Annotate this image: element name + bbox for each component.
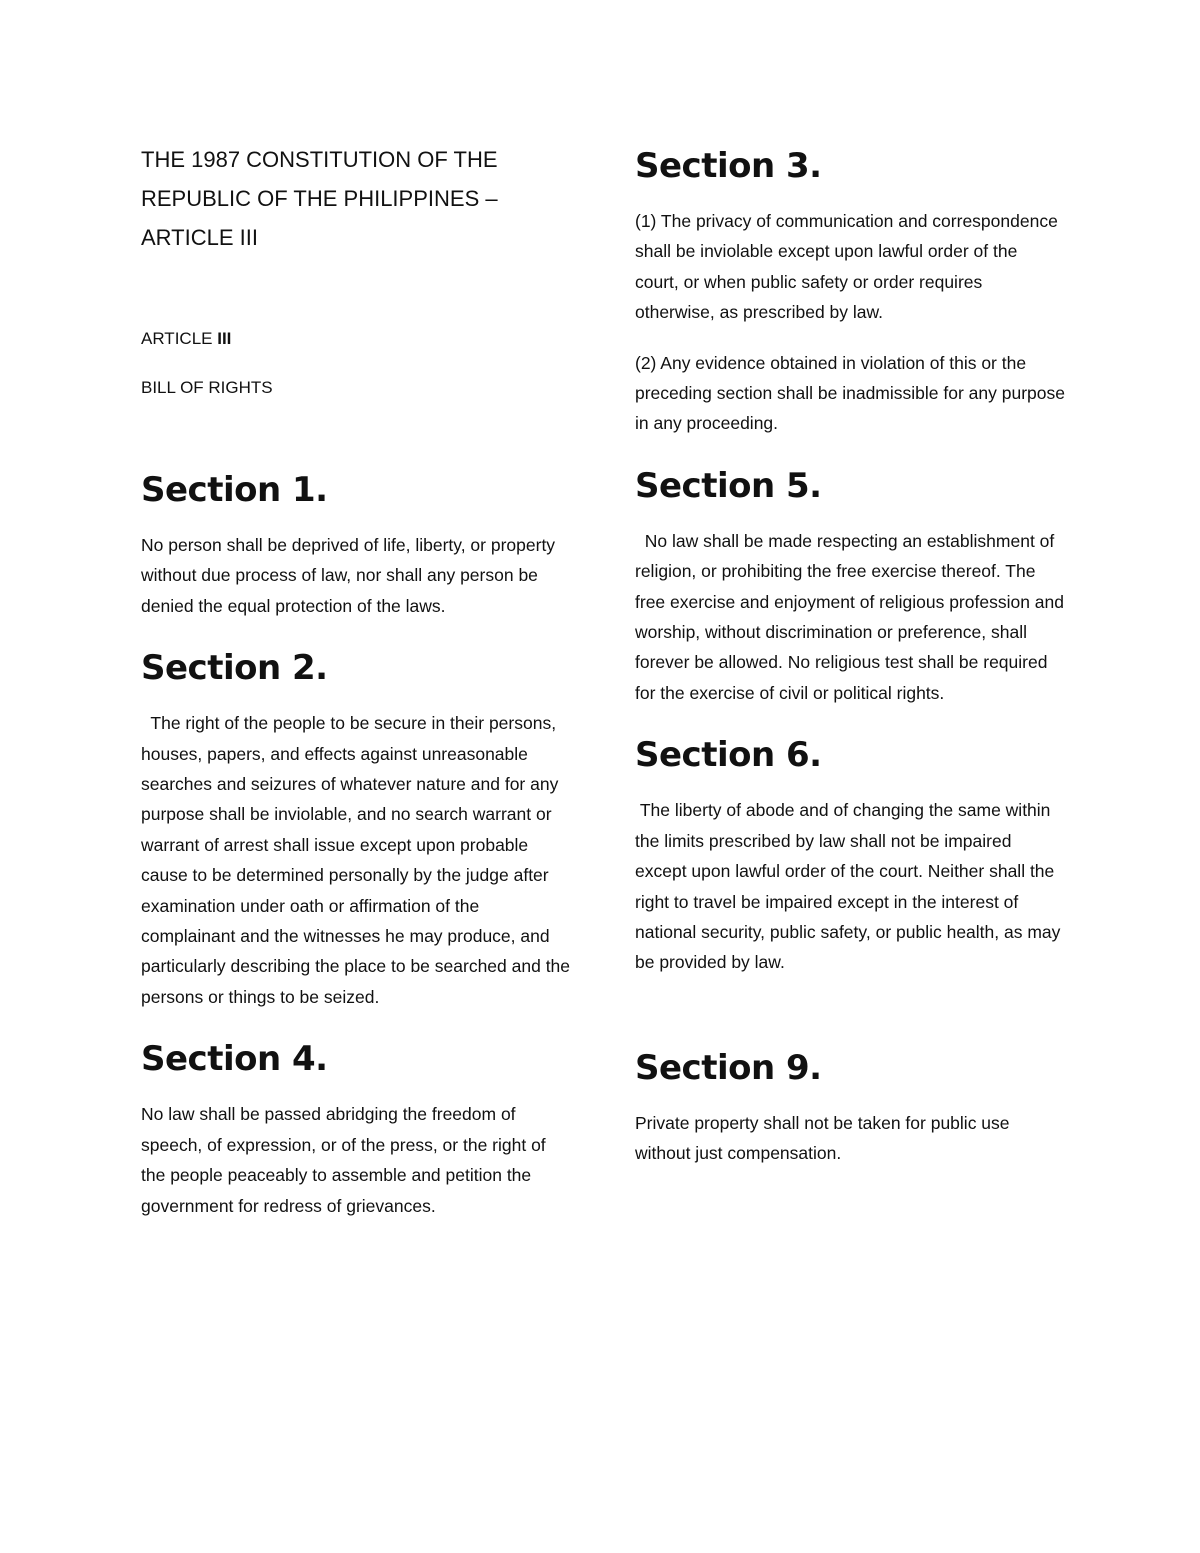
article-label-prefix: ARTICLE bbox=[141, 329, 218, 348]
section-4-heading: Section 4. bbox=[141, 1039, 328, 1080]
section-9-text: Private property shall not be taken for public use without just compensation. bbox=[635, 1112, 1010, 1164]
title-line: THE 1987 CONSTITUTION OF THE bbox=[141, 147, 498, 172]
section-5-heading: Section 5. bbox=[635, 465, 822, 506]
section-3-text-2: (2) Any evidence obtained in violation of this or the preceding section shall be inadmissible for any purpose in any proceeding. bbox=[635, 352, 1065, 434]
title-line: ARTICLE III bbox=[141, 225, 258, 250]
section-6-text: The liberty of abode and of changing the same within the limits prescribed by law shall not be impaired except upon lawful order of the court. Neither shall the right to travel be impaired except in the interest of national security, public safety, or public health, as may be provided by law. bbox=[635, 800, 1061, 973]
left-column bbox=[141, 140, 571, 1221]
section-5-text: No law shall be made respecting an establishment of religion, or prohibiting the free exercise thereof. The free exercise and enjoyment of religious profession and worship, without discrimination or preference, shall forever be allowed. No religious test shall be required for the exercise of civil or political rights. bbox=[635, 530, 1064, 703]
section-1-heading: Section 1. bbox=[141, 470, 328, 510]
section-1-text: No person shall be deprived of life, liberty, or property without due process of law, nor shall any person be denied the equal protection of the laws. bbox=[141, 535, 556, 616]
document-title bbox=[141, 140, 571, 257]
section-2-heading: Section 2. bbox=[141, 648, 328, 689]
article-label bbox=[141, 327, 571, 351]
section-4-text: No law shall be passed abridging the freedom of speech, of expression, or of the press, or the right of the people peaceably to assemble and petition the government for redress of grievances. bbox=[141, 1104, 546, 1216]
section-3-heading: Section 3. bbox=[635, 146, 822, 186]
right-column bbox=[635, 140, 1065, 1169]
section-3-text-1: (1) The privacy of communication and correspondence shall be inviolable except upon lawful order of the court, or when public safety or order requires otherwise, as prescribed by law. bbox=[635, 211, 1058, 323]
title-line: REPUBLIC OF THE PHILIPPINES – bbox=[141, 186, 498, 211]
section-2-text: The right of the people to be secure in their persons, houses, papers, and effects against unreasonable searches and seizures of whatever nature and for any purpose shall be inviolable, and no search warrant or warrant of arrest shall issue except upon probable cause to be determined personally by the judge after examination under oath or affirmation of the complainant and the witnesses he may produce, and particularly describing the place to be searched and the persons or things to be seized. bbox=[141, 713, 571, 1007]
article-label-numeral: III bbox=[217, 329, 232, 348]
section-6-heading: Section 6. bbox=[635, 735, 822, 776]
bill-of-rights-label: BILL OF RIGHTS bbox=[141, 378, 273, 397]
section-9-heading: Section 9. bbox=[635, 1047, 822, 1088]
